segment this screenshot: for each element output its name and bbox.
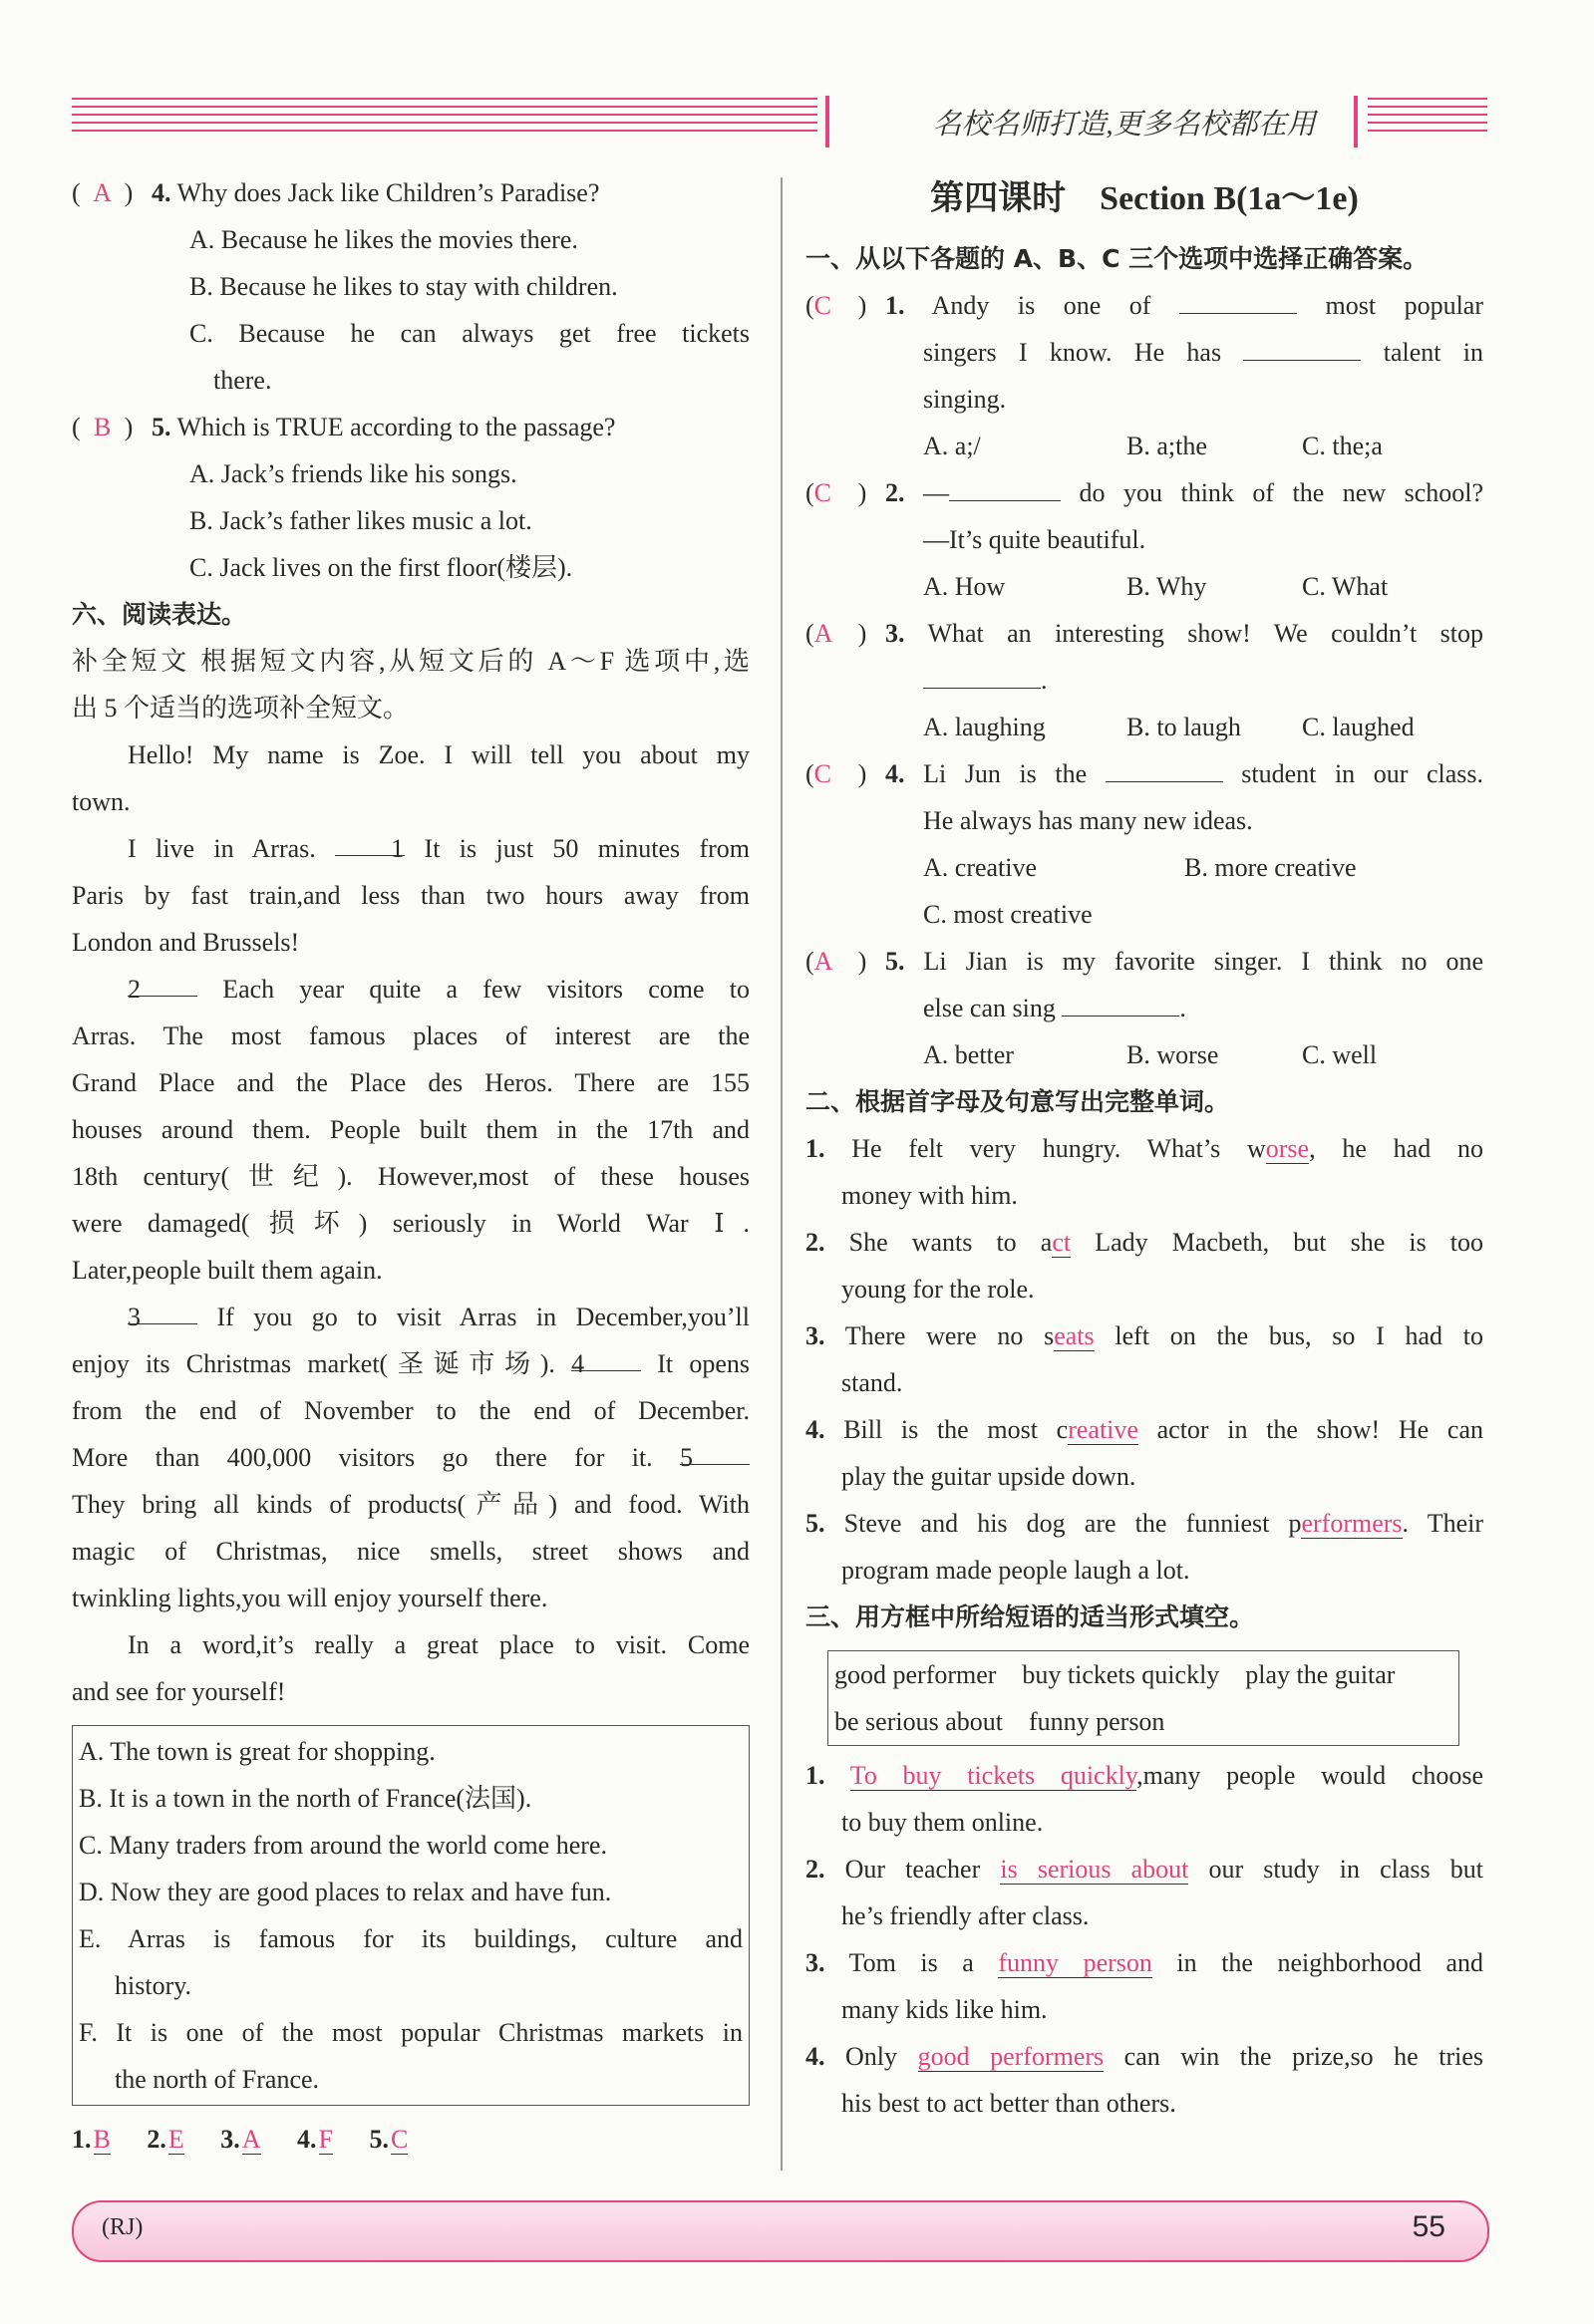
mc-question-1 <box>805 282 1483 329</box>
answer-mark: A <box>813 619 833 648</box>
question-line: stand. <box>841 1368 903 1397</box>
options-box <box>72 1725 750 2106</box>
question-line: many kids like him. <box>841 1995 1048 2024</box>
answer-blank[interactable] <box>1106 751 1223 782</box>
blank-2[interactable] <box>128 966 197 1004</box>
option-a: A. laughing <box>923 713 1046 741</box>
answer-value: B <box>93 2125 111 2154</box>
blank-number: 5 <box>680 1443 693 1472</box>
question-number: 2. <box>805 1228 825 1257</box>
question-number: 1. <box>885 291 905 320</box>
question-text: Lady Macbeth, but she is too <box>1071 1228 1484 1257</box>
answer-paren: (C ) <box>805 282 885 329</box>
option-b: B. Because he likes to stay with children. <box>189 272 618 301</box>
question-line: —It’s quite beautiful. <box>923 525 1146 554</box>
answer-mark: C <box>813 291 832 320</box>
answer-mark: C <box>813 759 832 788</box>
blank-number: 4 <box>571 1349 585 1378</box>
question-text: . <box>1179 994 1186 1022</box>
question-number: 1. <box>805 1761 825 1790</box>
answer-mark: B <box>94 413 112 441</box>
passage-line: houses around them. People built them in the 17th and <box>72 1115 750 1144</box>
question-text: singers I know. He has <box>923 338 1222 367</box>
answer-number: 1. <box>72 2125 92 2154</box>
passage-line: were damaged(损坏) seriously in World War Ⅰ. <box>72 1209 750 1238</box>
answer-text: funny person <box>998 1948 1152 1977</box>
section-6-instruction: 补全短文 根据短文内容,从短文后的 A～F 选项中,选 <box>72 647 750 676</box>
answer-paren: (A ) <box>805 938 885 985</box>
passage-text: It is just 50 minutes from <box>424 834 751 863</box>
question-text: Li Jian is my favorite singer. I think no one <box>923 947 1483 976</box>
answer-paren: (A ) <box>805 610 885 657</box>
passage-line <box>72 1434 750 1481</box>
passage-text: Each year quite a few visitors come to <box>222 975 751 1004</box>
question-line: he’s friendly after class. <box>841 1901 1090 1930</box>
column-divider <box>781 177 783 2171</box>
edition-label: (RJ) <box>102 2214 144 2240</box>
mc-question-4 <box>805 750 1483 797</box>
answer-number: 5. <box>369 2125 389 2154</box>
answer-blank[interactable] <box>949 470 1061 501</box>
answer-paren: ( B ) <box>72 404 152 450</box>
question-number: 4. <box>805 1415 825 1444</box>
answer-text: reative <box>1068 1415 1138 1444</box>
question-text: There were no s <box>844 1321 1055 1350</box>
header-slogan: 名校名师打造,更多名校都在用 <box>932 109 1316 141</box>
option-b: B. to laugh <box>1126 713 1241 741</box>
fill-question-1 <box>805 1752 1483 1799</box>
question-text: — <box>923 478 949 507</box>
page-number: 55 <box>1412 2210 1445 2243</box>
answer-paren: (C ) <box>805 750 885 797</box>
answer-blank[interactable] <box>1243 330 1361 361</box>
passage-line: 18th century(世纪). However,most of these houses <box>72 1162 750 1191</box>
answer-text: ct <box>1052 1228 1072 1257</box>
question-text: our study in class but <box>1188 1855 1483 1884</box>
question-number: 3. <box>885 619 905 648</box>
option-b: B. It is a town in the north of France(法国). <box>79 1784 532 1813</box>
blank-1[interactable] <box>335 825 405 863</box>
question-number: 3. <box>805 1948 825 1977</box>
answer-blank[interactable] <box>1179 283 1297 314</box>
question-text: student in our class. <box>1241 759 1484 788</box>
passage-line: Grand Place and the Place des Heros. There are 155 <box>72 1068 750 1097</box>
answer-text: orse <box>1265 1134 1310 1163</box>
question-text: Our teacher <box>844 1855 1001 1884</box>
option-f: F. It is one of the most popular Christmas markets in <box>79 2018 743 2047</box>
answer-mark: C <box>813 478 832 507</box>
phrase-box-line: good performer buy tickets quickly play the guitar <box>834 1660 1396 1689</box>
question-text: left on the bus, so I had to <box>1094 1321 1483 1350</box>
phrase-box-line: be serious about funny person <box>834 1707 1165 1736</box>
passage-line: Paris by fast train,and less than two hours away from <box>72 881 750 910</box>
question-text: Andy is one of <box>931 291 1151 320</box>
option-a: A. creative <box>923 853 1038 882</box>
blank-number: 3 <box>128 1303 141 1331</box>
passage-text: More than 400,000 visitors go there for it. <box>72 1443 653 1472</box>
option-c: C. most creative <box>923 900 1093 929</box>
question-line: to buy them online. <box>841 1808 1044 1837</box>
fill-question-2 <box>805 1846 1483 1892</box>
question-text: . Their <box>1402 1509 1483 1538</box>
question-text: else can sing <box>923 994 1056 1022</box>
option-c-cont: there. <box>213 366 272 395</box>
answer-paren: ( A ) <box>72 169 152 216</box>
passage-line <box>72 1340 750 1387</box>
option-c: C. What <box>1302 572 1389 601</box>
header-rule-left <box>72 98 817 138</box>
question-stem: Which is TRUE according to the passage? <box>176 413 616 441</box>
option-a: A. How <box>923 572 1006 601</box>
answer-value: F <box>318 2125 333 2154</box>
answer-blank[interactable] <box>1062 986 1179 1017</box>
answer-number: 4. <box>297 2125 317 2154</box>
mc-question-2 <box>805 469 1483 516</box>
question-number: 4. <box>885 759 905 788</box>
passage-line: twinkling lights,you will enjoy yourself there. <box>72 1584 548 1612</box>
word-question-1 <box>805 1125 1483 1172</box>
word-question-3 <box>805 1312 1483 1359</box>
option-b: B. Why <box>1126 572 1207 601</box>
answer-number: 3. <box>220 2125 240 2154</box>
answer-blank[interactable] <box>923 658 1041 689</box>
question-text: Bill is the most c <box>843 1415 1069 1444</box>
question-line: play the guitar upside down. <box>841 1462 1136 1491</box>
passage-line: Later,people built them again. <box>72 1256 383 1285</box>
options <box>805 423 1483 469</box>
option-e-cont: history. <box>115 1971 192 2000</box>
blank-3[interactable] <box>128 1294 197 1331</box>
question-text: , he had no <box>1309 1134 1483 1163</box>
option-b: B. a;the <box>1126 432 1207 460</box>
question-line: money with him. <box>841 1181 1018 1210</box>
question-text: She wants to a <box>848 1228 1053 1257</box>
question-line <box>805 329 1483 376</box>
question-number: 3. <box>805 1321 825 1350</box>
word-question-5 <box>805 1500 1483 1547</box>
question-number: 4. <box>152 178 171 207</box>
header-divider <box>1354 96 1358 147</box>
passage-line: They bring all kinds of products(产品) and food. With <box>72 1490 750 1519</box>
phrase-box <box>827 1650 1459 1746</box>
option-b: B. Jack’s father likes music a lot. <box>189 506 532 535</box>
blank-number: 1 <box>391 834 405 863</box>
option-a: A. a;/ <box>923 432 981 460</box>
options <box>805 704 1483 750</box>
header-divider <box>825 96 829 147</box>
option-d: D. Now they are good places to relax and have fun. <box>79 1878 612 1906</box>
passage-line <box>72 966 750 1013</box>
passage-line <box>72 1294 750 1340</box>
option-b: B. more creative <box>1184 853 1357 882</box>
question-text: most popular <box>1325 291 1483 320</box>
page-footer <box>72 2200 1489 2262</box>
option-f-cont: the north of France. <box>115 2065 320 2094</box>
question-text: in the neighborhood and <box>1151 1948 1483 1977</box>
answer-text: eats <box>1054 1321 1095 1350</box>
question-5 <box>72 404 750 450</box>
fill-question-3 <box>805 1939 1483 1986</box>
section-6-title: 六、阅读表达。 <box>72 600 247 629</box>
question-text: Steve and his dog are the funniest p <box>843 1509 1302 1538</box>
question-text: actor in the show! He can <box>1137 1415 1483 1444</box>
question-text: Only <box>845 2042 918 2071</box>
option-c: C. laughed <box>1302 713 1415 741</box>
question-stem: Why does Jack like Children’s Paradise? <box>176 178 600 207</box>
question-number: 2. <box>885 478 905 507</box>
passage-line: magic of Christmas, nice smells, street shows and <box>72 1537 750 1566</box>
section-6-instruction-cont: 出 5 个适当的选项补全短文。 <box>72 694 410 723</box>
section-1-title: 一、从以下各题的 A、B、C 三个选项中选择正确答案。 <box>805 244 1429 273</box>
question-text: do you think of the new school? <box>1079 478 1484 507</box>
question-line: program made people laugh a lot. <box>841 1556 1190 1585</box>
question-number: 1. <box>805 1134 825 1163</box>
passage-line: Hello! My name is Zoe. I will tell you about my <box>128 740 750 769</box>
word-question-2 <box>805 1219 1483 1266</box>
answer-value: E <box>167 2125 184 2154</box>
passage-line: Arras. The most famous places of interest are the <box>72 1021 750 1050</box>
question-number: 2. <box>805 1855 825 1884</box>
option-c: C. the;a <box>1302 432 1383 460</box>
mc-question-5 <box>805 938 1483 985</box>
question-text: can win the prize,so he tries <box>1104 2042 1484 2071</box>
answer-value: C <box>390 2125 409 2154</box>
option-c: C. well <box>1302 1040 1378 1069</box>
passage-line: town. <box>72 787 131 816</box>
question-4 <box>72 169 750 216</box>
passage-text: I live in Arras. <box>128 834 316 863</box>
question-text: talent in <box>1383 338 1483 367</box>
passage-line: In a word,it’s really a great place to visit. Come <box>128 1630 750 1659</box>
options <box>805 844 1483 891</box>
question-number: 5. <box>885 947 905 976</box>
section-3-title: 三、用方框中所给短语的适当形式填空。 <box>805 1602 1255 1631</box>
option-a: A. The town is great for shopping. <box>79 1737 436 1766</box>
option-c: C. Many traders from around the world come here. <box>79 1831 607 1860</box>
passage-line: London and Brussels! <box>72 928 300 957</box>
answer-text: is serious about <box>1000 1855 1189 1884</box>
lesson-title: 第四课时 Section B(1a～1e) <box>930 180 1359 217</box>
question-text: Tom is a <box>848 1948 999 1977</box>
answer-text: To buy tickets quickly <box>849 1761 1137 1790</box>
passage-text: It opens <box>657 1349 751 1378</box>
question-text: What an interesting show! We couldn’t stop <box>927 619 1484 648</box>
answer-number: 2. <box>147 2125 166 2154</box>
question-text: ,many people would choose <box>1136 1761 1484 1790</box>
question-line: He always has many new ideas. <box>923 806 1253 835</box>
answer-row <box>72 2116 750 2163</box>
option-a: A. better <box>923 1040 1014 1069</box>
option-b: B. worse <box>1126 1040 1219 1069</box>
option-c: C. Jack lives on the first floor(楼层). <box>189 553 573 582</box>
question-text: He felt very hungry. What’s w <box>851 1134 1266 1163</box>
passage-text: If you go to visit Arras in December,you’ll <box>216 1303 750 1331</box>
passage-line: from the end of November to the end of December. <box>72 1396 750 1425</box>
passage-line <box>72 825 750 872</box>
blank-4[interactable] <box>571 1340 641 1378</box>
options <box>805 563 1483 610</box>
option-e: E. Arras is famous for its buildings, culture and <box>79 1924 743 1953</box>
passage-line: and see for yourself! <box>72 1677 286 1706</box>
passage-text: enjoy its Christmas market(圣诞市场). <box>72 1349 555 1378</box>
blank-number: 2 <box>128 975 141 1004</box>
answer-text: good performers <box>917 2042 1105 2071</box>
word-question-4 <box>805 1406 1483 1453</box>
answer-text: erformers <box>1301 1509 1403 1538</box>
question-text: Li Jun is the <box>923 759 1088 788</box>
left-column <box>72 169 750 2163</box>
right-column <box>805 169 1483 2127</box>
option-a: A. Because he likes the movies there. <box>189 225 578 254</box>
option-a: A. Jack’s friends like his songs. <box>189 459 517 488</box>
question-line: young for the role. <box>841 1275 1035 1304</box>
blank-5[interactable] <box>680 1434 750 1472</box>
question-text: . <box>1041 666 1048 695</box>
mc-question-3 <box>805 610 1483 657</box>
answer-value: A <box>241 2125 261 2154</box>
question-number: 5. <box>805 1509 825 1538</box>
question-number: 4. <box>805 2042 825 2071</box>
question-number: 5. <box>152 413 171 441</box>
option-c: C. Because he can always get free tickets <box>189 319 750 348</box>
header-rule-right <box>1368 98 1487 138</box>
section-2-title: 二、根据首字母及句意写出完整单词。 <box>805 1087 1230 1116</box>
options <box>805 1031 1483 1078</box>
question-line <box>805 657 1483 704</box>
fill-question-4 <box>805 2033 1483 2080</box>
answer-mark: A <box>813 947 833 976</box>
question-line: his best to act better than others. <box>841 2089 1176 2118</box>
answer-paren: (C ) <box>805 469 885 516</box>
question-line: singing. <box>923 385 1007 414</box>
answer-mark: A <box>93 178 113 207</box>
question-line <box>805 985 1483 1031</box>
